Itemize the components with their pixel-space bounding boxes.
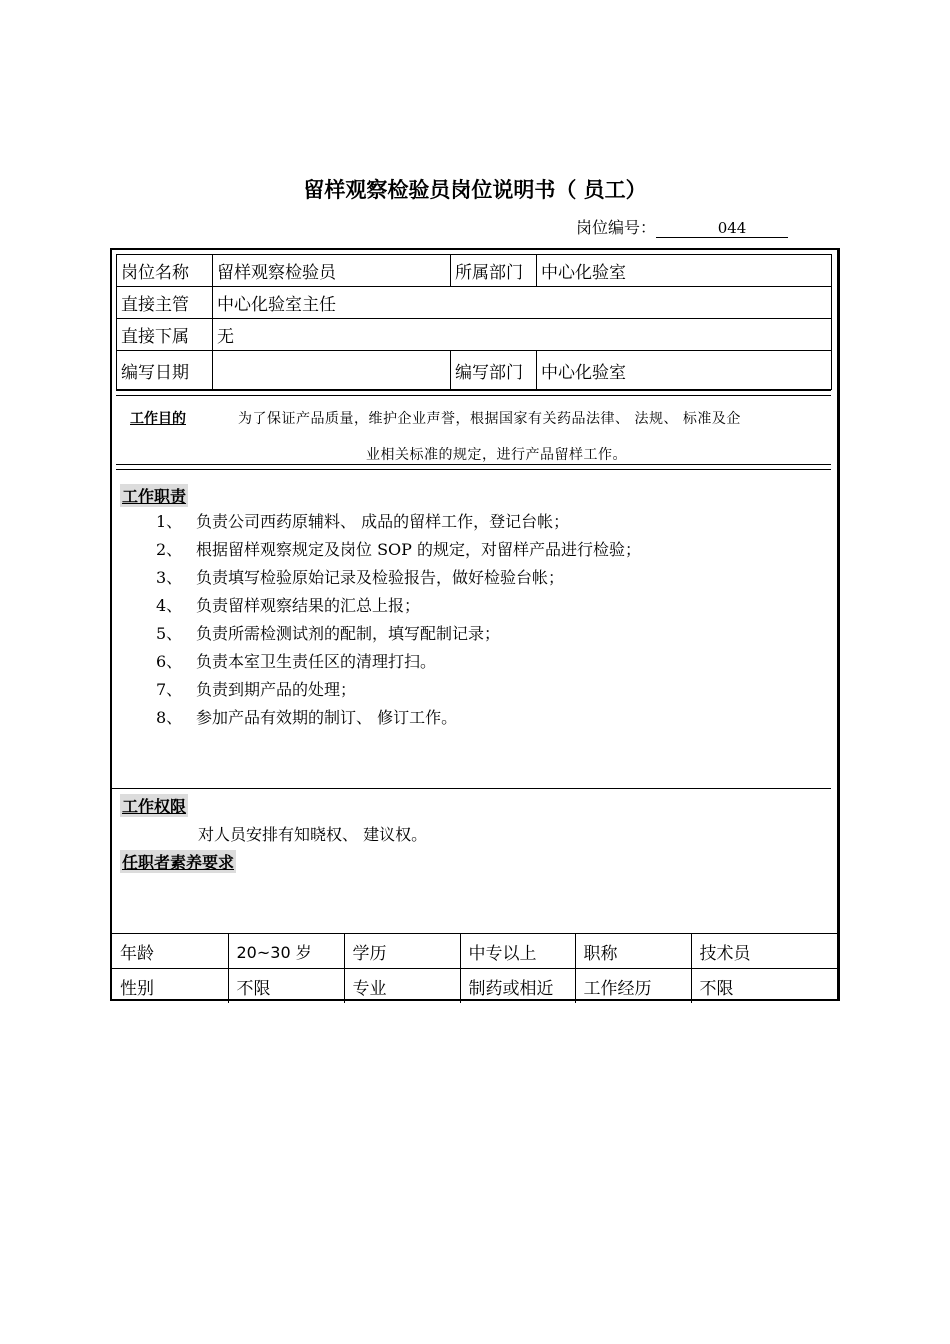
position-code [576, 215, 788, 238]
experience-label: 工作经历 [575, 969, 691, 1004]
requirements-table [112, 933, 837, 1003]
list-item: 2、 根据留样观察规定及岗位 SOP 的规定，对留样产品进行检验； [156, 540, 642, 559]
table-row [117, 255, 832, 287]
purpose-section [116, 396, 831, 464]
rights-heading: 工作权限 [120, 794, 188, 817]
gender-label: 性别 [112, 969, 228, 1004]
info-table [116, 254, 832, 390]
major-label: 专业 [344, 969, 460, 1004]
list-item: 7、 负责到期产品的处理； [156, 680, 357, 699]
info-section [116, 254, 831, 470]
double-divider [116, 464, 831, 470]
education-value: 中专以上 [460, 934, 575, 969]
date-label: 编写日期 [117, 351, 213, 390]
document-title: 留样观察检验员岗位说明书（ 员工） [303, 178, 647, 202]
purpose-label: 工作目的 [130, 411, 186, 427]
list-item: 1、 负责公司西药原辅料、 成品的留样工作，登记台帐； [156, 512, 570, 531]
major-value: 制药或相近 [460, 969, 575, 1004]
job-description-form [110, 248, 840, 1001]
list-item: 5、 负责所需检测试剂的配制，填写配制记录； [156, 624, 501, 643]
duties-heading: 工作职责 [120, 484, 188, 507]
title-value: 技术员 [691, 934, 837, 969]
subordinate-value: 无 [213, 319, 832, 351]
supervisor-value: 中心化验室主任 [213, 287, 832, 319]
duties-list [156, 508, 641, 732]
title-label: 职称 [575, 934, 691, 969]
table-row [112, 969, 837, 1004]
purpose-text-line1: 为了保证产品质量，维护企业声誉，根据国家有关药品法律、 法规、 标准及企 [238, 411, 741, 427]
gender-value: 不限 [228, 969, 344, 1004]
date-value [213, 351, 451, 390]
name-value: 留样观察检验员 [213, 255, 451, 287]
age-value: 20~30 岁 [228, 934, 344, 969]
table-row [117, 319, 832, 351]
requirements-heading: 任职者素养要求 [120, 850, 236, 873]
experience-value: 不限 [691, 969, 837, 1004]
list-item: 4、 负责留样观察结果的汇总上报； [156, 596, 421, 615]
table-row [117, 351, 832, 390]
position-code-label: 岗位编号： [576, 218, 657, 237]
list-item: 6、 负责本室卫生责任区的清理打扫。 [156, 652, 437, 671]
table-row [117, 287, 832, 319]
subordinate-label: 直接下属 [117, 319, 213, 351]
rights-section [112, 792, 831, 934]
purpose-text-line2: 业相关标准的规定，进行产品留样工作。 [366, 447, 627, 463]
write-dept-label: 编写部门 [451, 351, 537, 390]
table-row [112, 934, 837, 969]
age-label: 年龄 [112, 934, 228, 969]
duties-section [112, 478, 831, 789]
position-code-value: 044 [656, 219, 788, 238]
education-label: 学历 [344, 934, 460, 969]
write-dept-value: 中心化验室 [537, 351, 832, 390]
rights-text: 对人员安排有知晓权、 建议权。 [198, 825, 428, 844]
supervisor-label: 直接主管 [117, 287, 213, 319]
dept-label: 所属部门 [451, 255, 537, 287]
list-item: 8、 参加产品有效期的制订、 修订工作。 [156, 708, 458, 727]
dept-value: 中心化验室 [537, 255, 832, 287]
list-item: 3、 负责填写检验原始记录及检验报告，做好检验台帐； [156, 568, 565, 587]
name-label: 岗位名称 [117, 255, 213, 287]
